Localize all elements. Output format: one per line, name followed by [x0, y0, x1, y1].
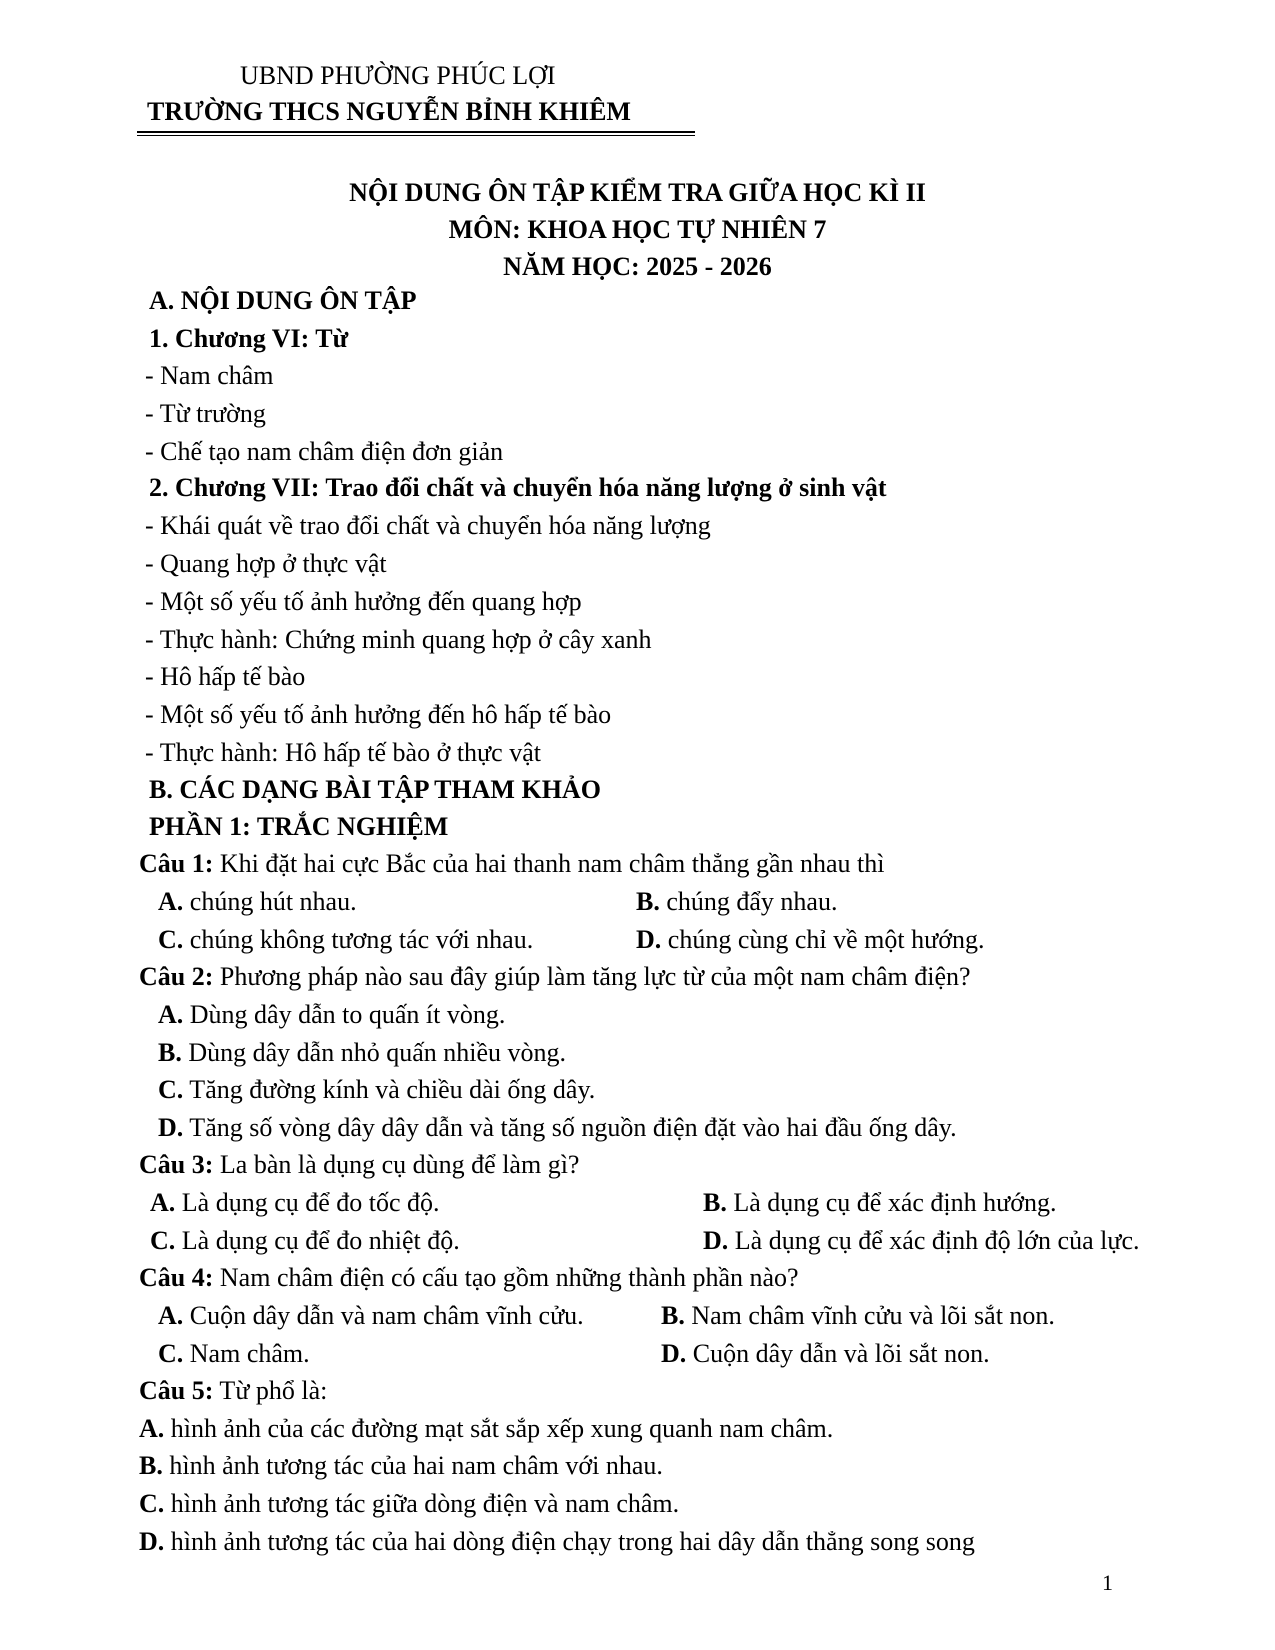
ward-name: UBND PHƯỜNG PHÚC LỢI: [240, 61, 556, 90]
option: A. Cuộn dây dẫn và nam châm vĩnh cửu.: [158, 1301, 584, 1330]
option: B. chúng đẩy nhau.: [636, 887, 838, 916]
option: B. Là dụng cụ để xác định hướng.: [703, 1188, 1057, 1217]
option: B. hình ảnh tương tác của hai nam châm với nhau.: [139, 1451, 663, 1480]
list-item: - Một số yếu tố ảnh hưởng đến hô hấp tế bào: [145, 700, 612, 729]
option: D. Cuộn dây dẫn và lõi sắt non.: [661, 1339, 990, 1368]
option: A. Dùng dây dẫn to quấn ít vòng.: [158, 1000, 506, 1029]
chapter-2-heading: 2. Chương VII: Trao đổi chất và chuyển hóa năng lượng ở sinh vật: [149, 473, 887, 502]
header-underline-thin: [137, 135, 695, 136]
option: C. chúng không tương tác với nhau.: [158, 925, 534, 954]
question-5: Câu 5: Từ phổ là:: [139, 1376, 328, 1405]
option: C. hình ảnh tương tác giữa dòng điện và nam châm.: [139, 1489, 680, 1518]
list-item: - Nam châm: [145, 361, 274, 390]
list-item: - Thực hành: Chứng minh quang hợp ở cây xanh: [145, 625, 652, 654]
option: A. hình ảnh của các đường mạt sắt sắp xếp xung quanh nam châm.: [139, 1414, 834, 1443]
question-2: Câu 2: Phương pháp nào sau đây giúp làm tăng lực từ của một nam châm điện?: [139, 962, 971, 991]
option: D. Tăng số vòng dây dây dẫn và tăng số nguồn điện đặt vào hai đầu ống dây.: [158, 1113, 957, 1142]
list-item: - Quang hợp ở thực vật: [145, 549, 387, 578]
list-item: - Chế tạo nam châm điện đơn giản: [145, 437, 504, 466]
section-b-heading: B. CÁC DẠNG BÀI TẬP THAM KHẢO: [149, 775, 601, 804]
doc-title: NỘI DUNG ÔN TẬP KIỂM TRA GIỮA HỌC KÌ II: [349, 178, 926, 207]
option: A. chúng hút nhau.: [158, 887, 357, 916]
doc-subject: MÔN: KHOA HỌC TỰ NHIÊN 7: [448, 215, 827, 244]
option: B. Dùng dây dẫn nhỏ quấn nhiều vòng.: [158, 1038, 567, 1067]
option: B. Nam châm vĩnh cửu và lõi sắt non.: [661, 1301, 1055, 1330]
section-a-heading: A. NỘI DUNG ÔN TẬP: [149, 286, 417, 315]
school-name: TRƯỜNG THCS NGUYỄN BỈNH KHIÊM: [147, 97, 631, 126]
option: C. Nam châm.: [158, 1339, 310, 1368]
question-4: Câu 4: Nam châm điện có cấu tạo gồm những thành phần nào?: [139, 1263, 799, 1292]
option: C. Là dụng cụ để đo nhiệt độ.: [150, 1226, 460, 1255]
doc-year: NĂM HỌC: 2025 - 2026: [503, 252, 772, 281]
list-item: - Khái quát về trao đổi chất và chuyển hóa năng lượng: [145, 511, 711, 540]
option: D. Là dụng cụ để xác định độ lớn của lực.: [703, 1226, 1140, 1255]
header-underline: [137, 131, 695, 133]
question-3: Câu 3: La bàn là dụng cụ dùng để làm gì?: [139, 1150, 580, 1179]
list-item: - Thực hành: Hô hấp tế bào ở thực vật: [145, 738, 541, 767]
chapter-1-heading: 1. Chương VI: Từ: [149, 324, 349, 353]
list-item: - Từ trường: [145, 399, 266, 428]
part-1-heading: PHẦN 1: TRẮC NGHIỆM: [149, 812, 449, 841]
list-item: - Hô hấp tế bào: [145, 662, 306, 691]
option: D. hình ảnh tương tác của hai dòng điện chạy trong hai dây dẫn thẳng song song: [139, 1527, 975, 1556]
option: C. Tăng đường kính và chiều dài ống dây.: [158, 1075, 596, 1104]
page-number: 1: [1102, 1570, 1113, 1595]
option: D. chúng cùng chỉ về một hướng.: [636, 925, 985, 954]
option: A. Là dụng cụ để đo tốc độ.: [150, 1188, 440, 1217]
question-1: Câu 1: Khi đặt hai cực Bắc của hai thanh nam châm thẳng gần nhau thì: [139, 849, 885, 878]
list-item: - Một số yếu tố ảnh hưởng đến quang hợp: [145, 587, 582, 616]
